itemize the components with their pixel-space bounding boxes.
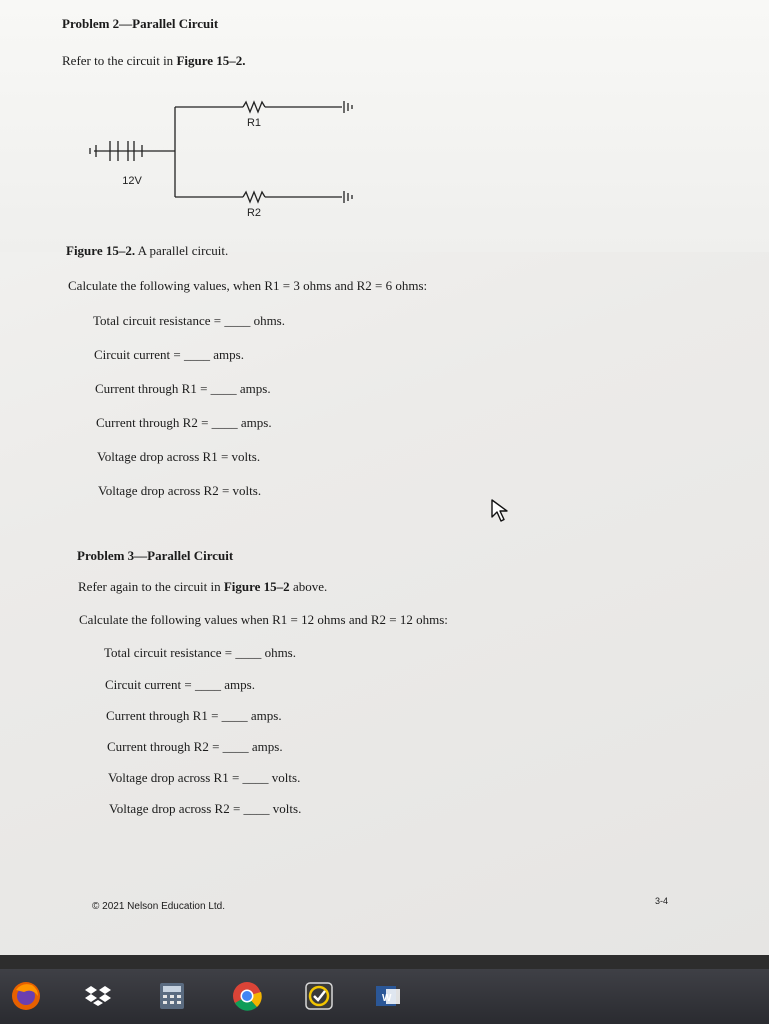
- problem3-item: Current through R2 = ____ amps.: [107, 739, 283, 754]
- r1-resistor-symbol: [243, 102, 265, 112]
- problem3-instructions: Calculate the following values when R1 = 12 ohms and R2 = 12 ohms:: [79, 612, 448, 627]
- figure-caption-text: A parallel circuit.: [135, 243, 229, 258]
- battery-voltage-label: 12V: [122, 175, 142, 187]
- problem2-instructions: Calculate the following values, when R1 = 3 ohms and R2 = 6 ohms:: [68, 278, 428, 293]
- problem3-refer-figure: Figure 15–2: [223, 579, 290, 594]
- problem3-refer-text: Refer again to the circuit in: [78, 579, 224, 594]
- problem3-item: Circuit current = ____ amps.: [105, 677, 255, 692]
- problem3-title: Problem 3—Parallel Circuit: [77, 548, 234, 563]
- r2-resistor-symbol: [243, 192, 265, 202]
- problem3-item: Voltage drop across R1 = ____ volts.: [108, 770, 301, 785]
- problem2-refer-text: Refer to the circuit in: [62, 53, 177, 68]
- calculator-icon[interactable]: [156, 980, 188, 1012]
- dropbox-icon[interactable]: [82, 980, 114, 1012]
- problem3-item: Voltage drop across R2 = ____ volts.: [109, 801, 302, 816]
- page-number: 3-4: [655, 896, 669, 906]
- monitor-bezel: [0, 955, 769, 969]
- problem3-item: Total circuit resistance = ____ ohms.: [104, 645, 296, 660]
- parallel-circuit-diagram: [80, 90, 380, 230]
- problem2-item: Circuit current = ____ amps.: [94, 347, 244, 362]
- figure-caption-number: Figure 15–2.: [66, 243, 136, 258]
- problem3-refer-end: above.: [289, 579, 328, 594]
- problem2-refer-figure: Figure 15–2.: [176, 53, 246, 68]
- problem2-refer: [62, 53, 246, 69]
- firefox-icon[interactable]: [10, 980, 42, 1012]
- problem3-refer: [78, 579, 327, 595]
- problem2-item: Current through R1 = ____ amps.: [95, 381, 271, 396]
- word-icon[interactable]: [372, 980, 404, 1012]
- word-icon-letter: W: [382, 993, 392, 1004]
- problem2-item: Current through R2 = ____ amps.: [96, 415, 272, 430]
- copyright-notice: © 2021 Nelson Education Ltd.: [92, 901, 226, 912]
- r1-label: R1: [246, 117, 262, 129]
- problem2-title: Problem 2—Parallel Circuit: [62, 16, 219, 31]
- r2-label: R2: [246, 207, 262, 219]
- figure-caption: [66, 243, 228, 259]
- problem2-item: Total circuit resistance = ____ ohms.: [93, 313, 285, 328]
- problem2-item: Voltage drop across R2 = volts.: [98, 483, 262, 498]
- checkmark-app-icon[interactable]: [303, 980, 335, 1012]
- problem3-item: Current through R1 = ____ amps.: [106, 708, 282, 723]
- problem2-item: Voltage drop across R1 = volts.: [97, 449, 261, 464]
- mouse-pointer-icon: [490, 498, 510, 524]
- chrome-icon[interactable]: [231, 980, 263, 1012]
